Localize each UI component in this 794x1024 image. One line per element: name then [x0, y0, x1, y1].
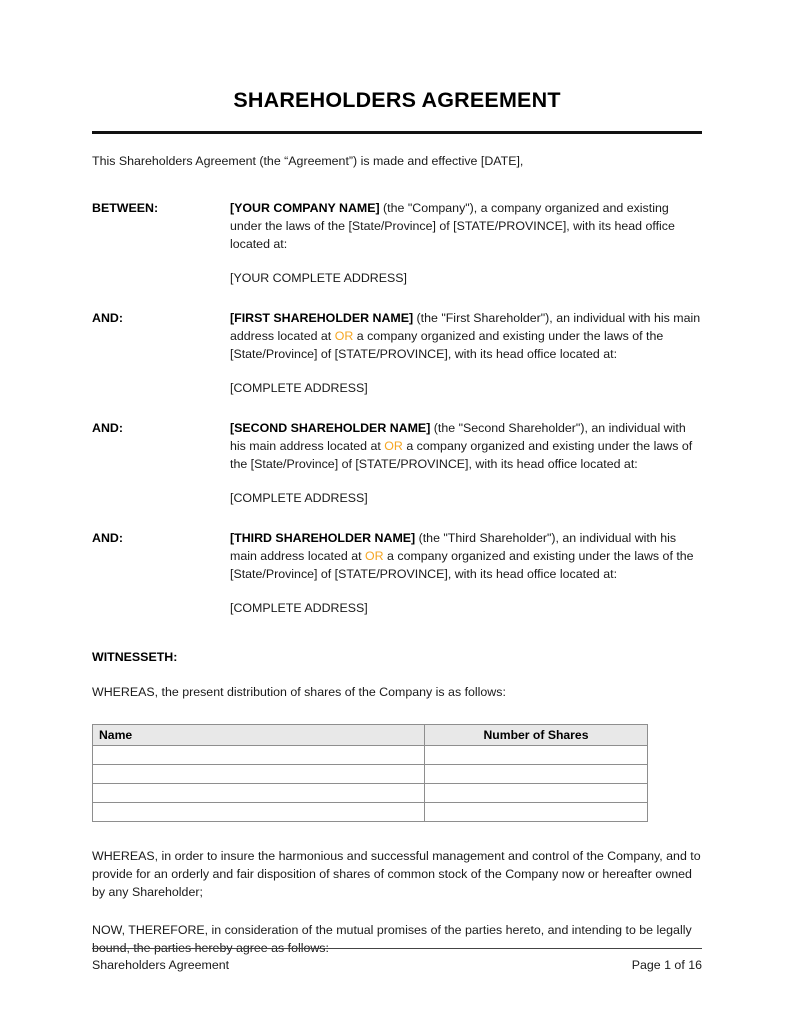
- party-address: [COMPLETE ADDRESS]: [230, 380, 368, 395]
- cell-shares[interactable]: [425, 764, 648, 783]
- intro-paragraph: This Shareholders Agreement (the “Agreement”) is made and effective [DATE],: [92, 154, 524, 168]
- party-label: BETWEEN:: [92, 200, 159, 215]
- party-block-company: [92, 200, 702, 288]
- party-block-first-shareholder: [92, 310, 702, 398]
- document-content: [92, 0, 702, 970]
- footer-document-name: Shareholders Agreement: [92, 958, 230, 972]
- cell-name[interactable]: [93, 764, 425, 783]
- party-body: [230, 420, 702, 508]
- footer-page-number: Page 1 of 16: [631, 958, 702, 972]
- closing-whereas-paragraph: WHEREAS, in order to insure the harmonious and successful management and control of the Company, and to provide for an orderly and fair disposition of shares of common stock of the Company now or hereafter owned by any Shareholder;: [92, 848, 701, 899]
- column-header-name: Name: [93, 724, 425, 745]
- column-header-number-of-shares: Number of Shares: [425, 724, 648, 745]
- party-text-before-or: (the "Third Shareholder"), an individual with his main address located at: [230, 530, 677, 563]
- party-label: AND:: [92, 310, 123, 325]
- party-block-third-shareholder: [92, 530, 702, 618]
- table-header-row: [93, 724, 648, 745]
- footer-divider: [92, 948, 702, 949]
- party-name: [YOUR COMPANY NAME]: [230, 200, 380, 215]
- shares-distribution-table: [92, 724, 648, 822]
- or-highlight: OR: [365, 548, 384, 563]
- party-label: AND:: [92, 530, 123, 545]
- party-address: [COMPLETE ADDRESS]: [230, 600, 368, 615]
- whereas-intro-paragraph: WHEREAS, the present distribution of shares of the Company is as follows:: [92, 684, 506, 699]
- party-text-before-or: (the "Company"), a company organized and existing under the laws of the [State/Province] of [STATE/PROVINCE], with its head office located at:: [230, 200, 675, 251]
- cell-shares[interactable]: [425, 745, 648, 764]
- cell-name[interactable]: [93, 745, 425, 764]
- party-address: [YOUR COMPLETE ADDRESS]: [230, 270, 407, 285]
- table-row: [93, 745, 648, 764]
- or-highlight: OR: [384, 438, 403, 453]
- witnesseth-heading: WITNESSETH:: [92, 649, 178, 664]
- party-text-before-or: (the "Second Shareholder"), an individual with his main address located at: [230, 420, 686, 453]
- cell-shares[interactable]: [425, 802, 648, 821]
- title-divider: [92, 131, 702, 134]
- party-address: [COMPLETE ADDRESS]: [230, 490, 368, 505]
- party-body: [230, 530, 702, 618]
- page-footer: [92, 948, 702, 972]
- table-row: [93, 802, 648, 821]
- party-name: [THIRD SHAREHOLDER NAME]: [230, 530, 416, 545]
- party-text-after-or: a company organized and existing under the laws of the [State/Province] of [STATE/PROVINCE], with its head office located at:: [230, 438, 693, 471]
- party-text-after-or: a company organized and existing under the laws of the [State/Province] of [STATE/PROVINCE], with its head office located at:: [230, 548, 694, 581]
- party-body: [230, 310, 702, 398]
- footer-row: [92, 958, 702, 972]
- now-therefore-paragraph: NOW, THEREFORE, in consideration of the mutual promises of the parties hereto, and intending to be legally bound, the parties hereby agree as follows:: [92, 922, 692, 955]
- party-block-second-shareholder: [92, 420, 702, 508]
- table-row: [93, 764, 648, 783]
- table-row: [93, 783, 648, 802]
- party-name: [FIRST SHAREHOLDER NAME]: [230, 310, 414, 325]
- party-text-after-or: a company organized and existing under the laws of the [State/Province] of [STATE/PROVINCE], with its head office located at:: [230, 328, 664, 361]
- party-body: [230, 200, 702, 288]
- party-text-before-or: (the "First Shareholder"), an individual with his main address located at: [230, 310, 701, 343]
- party-name: [SECOND SHAREHOLDER NAME]: [230, 420, 431, 435]
- party-label: AND:: [92, 420, 123, 435]
- cell-name[interactable]: [93, 802, 425, 821]
- cell-shares[interactable]: [425, 783, 648, 802]
- cell-name[interactable]: [93, 783, 425, 802]
- page-title: SHAREHOLDERS AGREEMENT: [233, 88, 561, 112]
- or-highlight: OR: [334, 328, 354, 343]
